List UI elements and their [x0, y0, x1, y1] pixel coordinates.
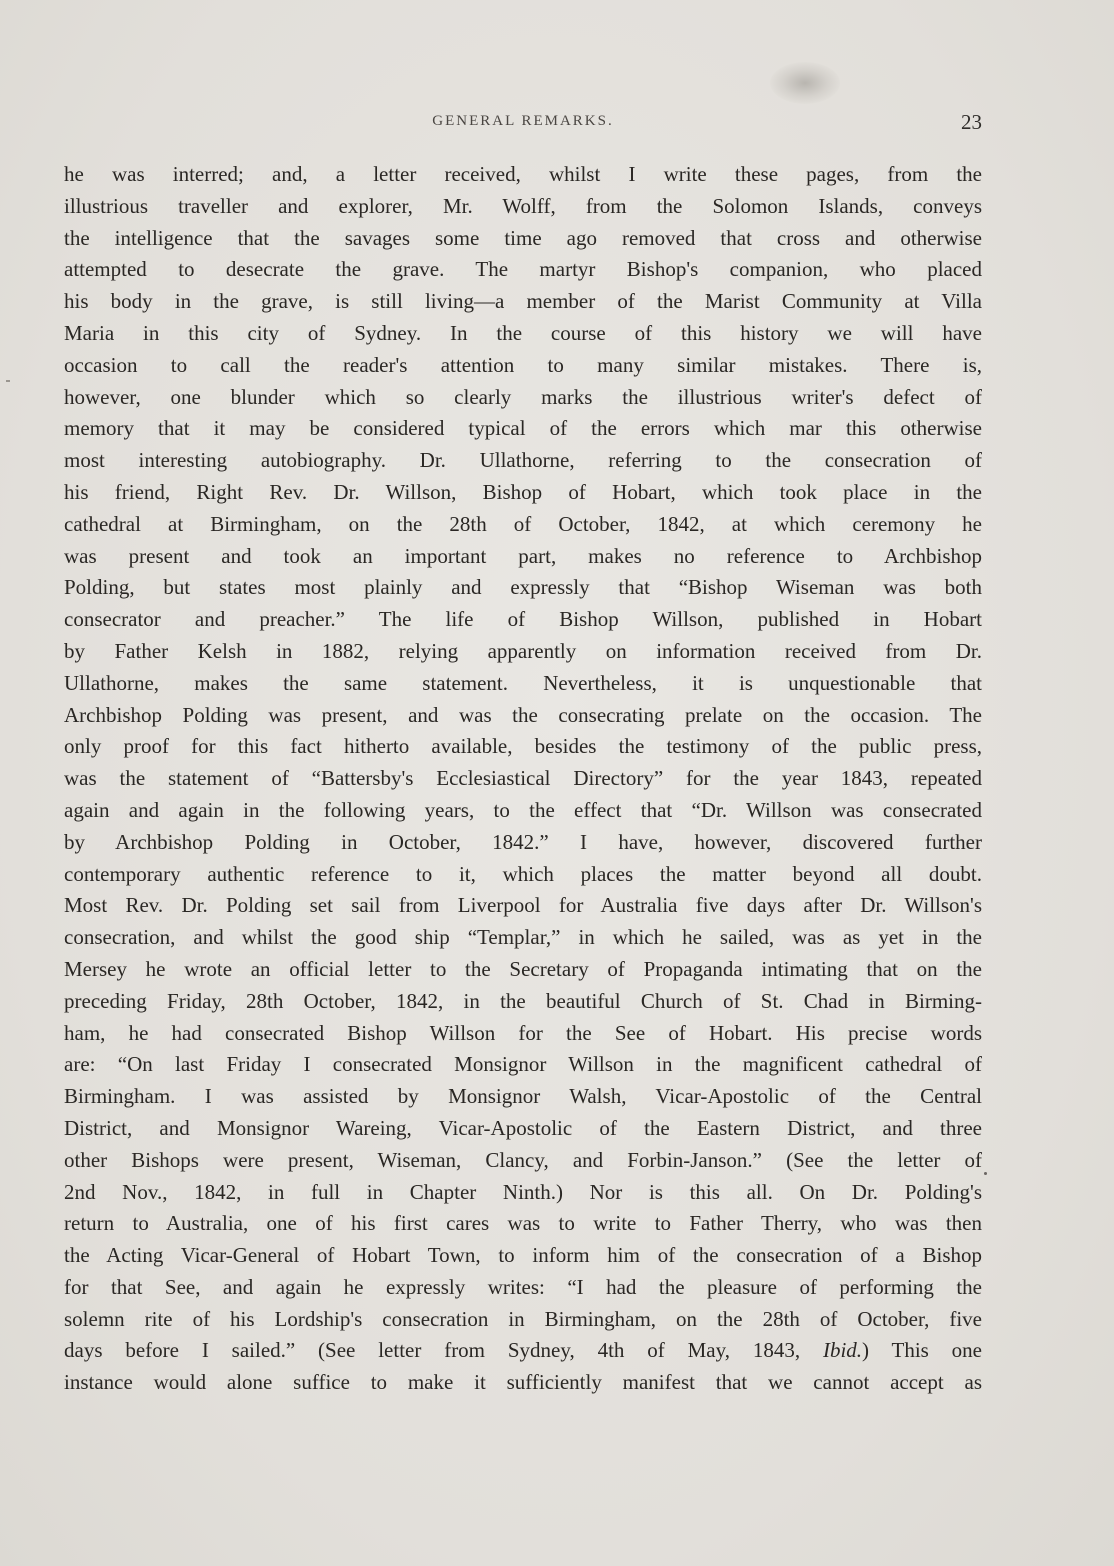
- running-title: GENERAL REMARKS.: [432, 113, 614, 129]
- running-header: [64, 110, 982, 136]
- text-line: Ullathorne, makes the same statement. Nevertheless, it is unquestionable that: [64, 670, 982, 695]
- text-line: preceding Friday, 28th October, 1842, in the beautiful Church of St. Chad in Birming-: [64, 988, 982, 1013]
- text-line: Polding, but states most plainly and expressly that “Bishop Wiseman was both: [64, 575, 982, 600]
- text-line: Most Rev. Dr. Polding set sail from Liverpool for Australia five days after Dr. Willson's: [64, 893, 982, 918]
- text-line: memory that it may be considered typical of the errors which mar this otherwise: [64, 416, 982, 441]
- text-line-tail: ) This one: [862, 1338, 982, 1363]
- stray-dot: [984, 1172, 987, 1175]
- text-line: only proof for this fact hitherto available, besides the testimony of the public press,: [64, 734, 982, 759]
- text-line: the Acting Vicar-General of Hobart Town, to inform him of the consecration of a Bishop: [64, 1243, 982, 1268]
- text-line: consecrator and preacher.” The life of Bishop Willson, published in Hobart: [64, 607, 982, 632]
- page-smudge: [770, 62, 840, 104]
- text-line: for that See, and again he expressly writes: “I had the pleasure of performing the: [64, 1274, 982, 1299]
- text-line-with-italic: [64, 1335, 982, 1367]
- text-line: illustrious traveller and explorer, Mr. Wolff, from the Solomon Islands, conveys: [64, 193, 982, 218]
- text-line: instance would alone suffice to make it sufficiently manifest that we cannot accept as: [64, 1370, 982, 1395]
- text-line: contemporary authentic reference to it, which places the matter beyond all doubt.: [64, 861, 982, 886]
- italic-ibid: Ibid.: [822, 1338, 863, 1363]
- text-line: ham, he had consecrated Bishop Willson for the See of Hobart. His precise words: [64, 1020, 982, 1045]
- margin-mark: [6, 380, 10, 382]
- text-line: consecration, and whilst the good ship “Templar,” in which he sailed, was as yet in the: [64, 925, 982, 950]
- text-line: again and again in the following years, to the effect that “Dr. Willson was consecrated: [64, 797, 982, 822]
- text-line: cathedral at Birmingham, on the 28th of October, 1842, at which ceremony he: [64, 511, 982, 536]
- text-line: attempted to desecrate the grave. The martyr Bishop's companion, who placed: [64, 257, 982, 282]
- text-line-head: days before I sailed.” (See letter from Sydney, 4th of May, 1843,: [64, 1338, 801, 1363]
- text-line: by Archbishop Polding in October, 1842.” I have, however, discovered further: [64, 829, 982, 854]
- text-line: occasion to call the reader's attention to many similar mistakes. There is,: [64, 352, 982, 377]
- text-line: Maria in this city of Sydney. In the course of this history we will have: [64, 320, 982, 345]
- text-line: Mersey he wrote an official letter to the Secretary of Propaganda intimating that on the: [64, 956, 982, 981]
- text-line: was the statement of “Battersby's Ecclesiastical Directory” for the year 1843, repeated: [64, 766, 982, 791]
- body-text: [64, 159, 982, 1399]
- text-line: by Father Kelsh in 1882, relying apparently on information received from Dr.: [64, 638, 982, 663]
- text-line: 2nd Nov., 1842, in full in Chapter Ninth.) Nor is this all. On Dr. Polding's: [64, 1179, 982, 1204]
- text-line: District, and Monsignor Wareing, Vicar-Apostolic of the Eastern District, and three: [64, 1115, 982, 1140]
- text-line: most interesting autobiography. Dr. Ullathorne, referring to the consecration of: [64, 448, 982, 473]
- text-line: Birmingham. I was assisted by Monsignor Walsh, Vicar-Apostolic of the Central: [64, 1084, 982, 1109]
- text-line: his body in the grave, is still living—a member of the Marist Community at Villa: [64, 289, 982, 314]
- text-line: the intelligence that the savages some time ago removed that cross and otherwise: [64, 225, 982, 250]
- text-line: he was interred; and, a letter received, whilst I write these pages, from the: [64, 162, 982, 186]
- text-line: his friend, Right Rev. Dr. Willson, Bishop of Hobart, which took place in the: [64, 479, 982, 504]
- text-line: other Bishops were present, Wiseman, Clancy, and Forbin-Janson.” (See the letter of: [64, 1147, 982, 1172]
- text-line: however, one blunder which so clearly marks the illustrious writer's defect of: [64, 384, 982, 409]
- page-number: 23: [961, 110, 982, 134]
- text-line: was present and took an important part, makes no reference to Archbishop: [64, 543, 982, 568]
- text-line: Archbishop Polding was present, and was the consecrating prelate on the occasion. The: [64, 702, 982, 727]
- text-line: are: “On last Friday I consecrated Monsignor Willson in the magnificent cathedral of: [64, 1052, 982, 1077]
- text-line: solemn rite of his Lordship's consecration in Birmingham, on the 28th of October, five: [64, 1306, 982, 1331]
- text-line: return to Australia, one of his first cares was to write to Father Therry, who was then: [64, 1211, 982, 1236]
